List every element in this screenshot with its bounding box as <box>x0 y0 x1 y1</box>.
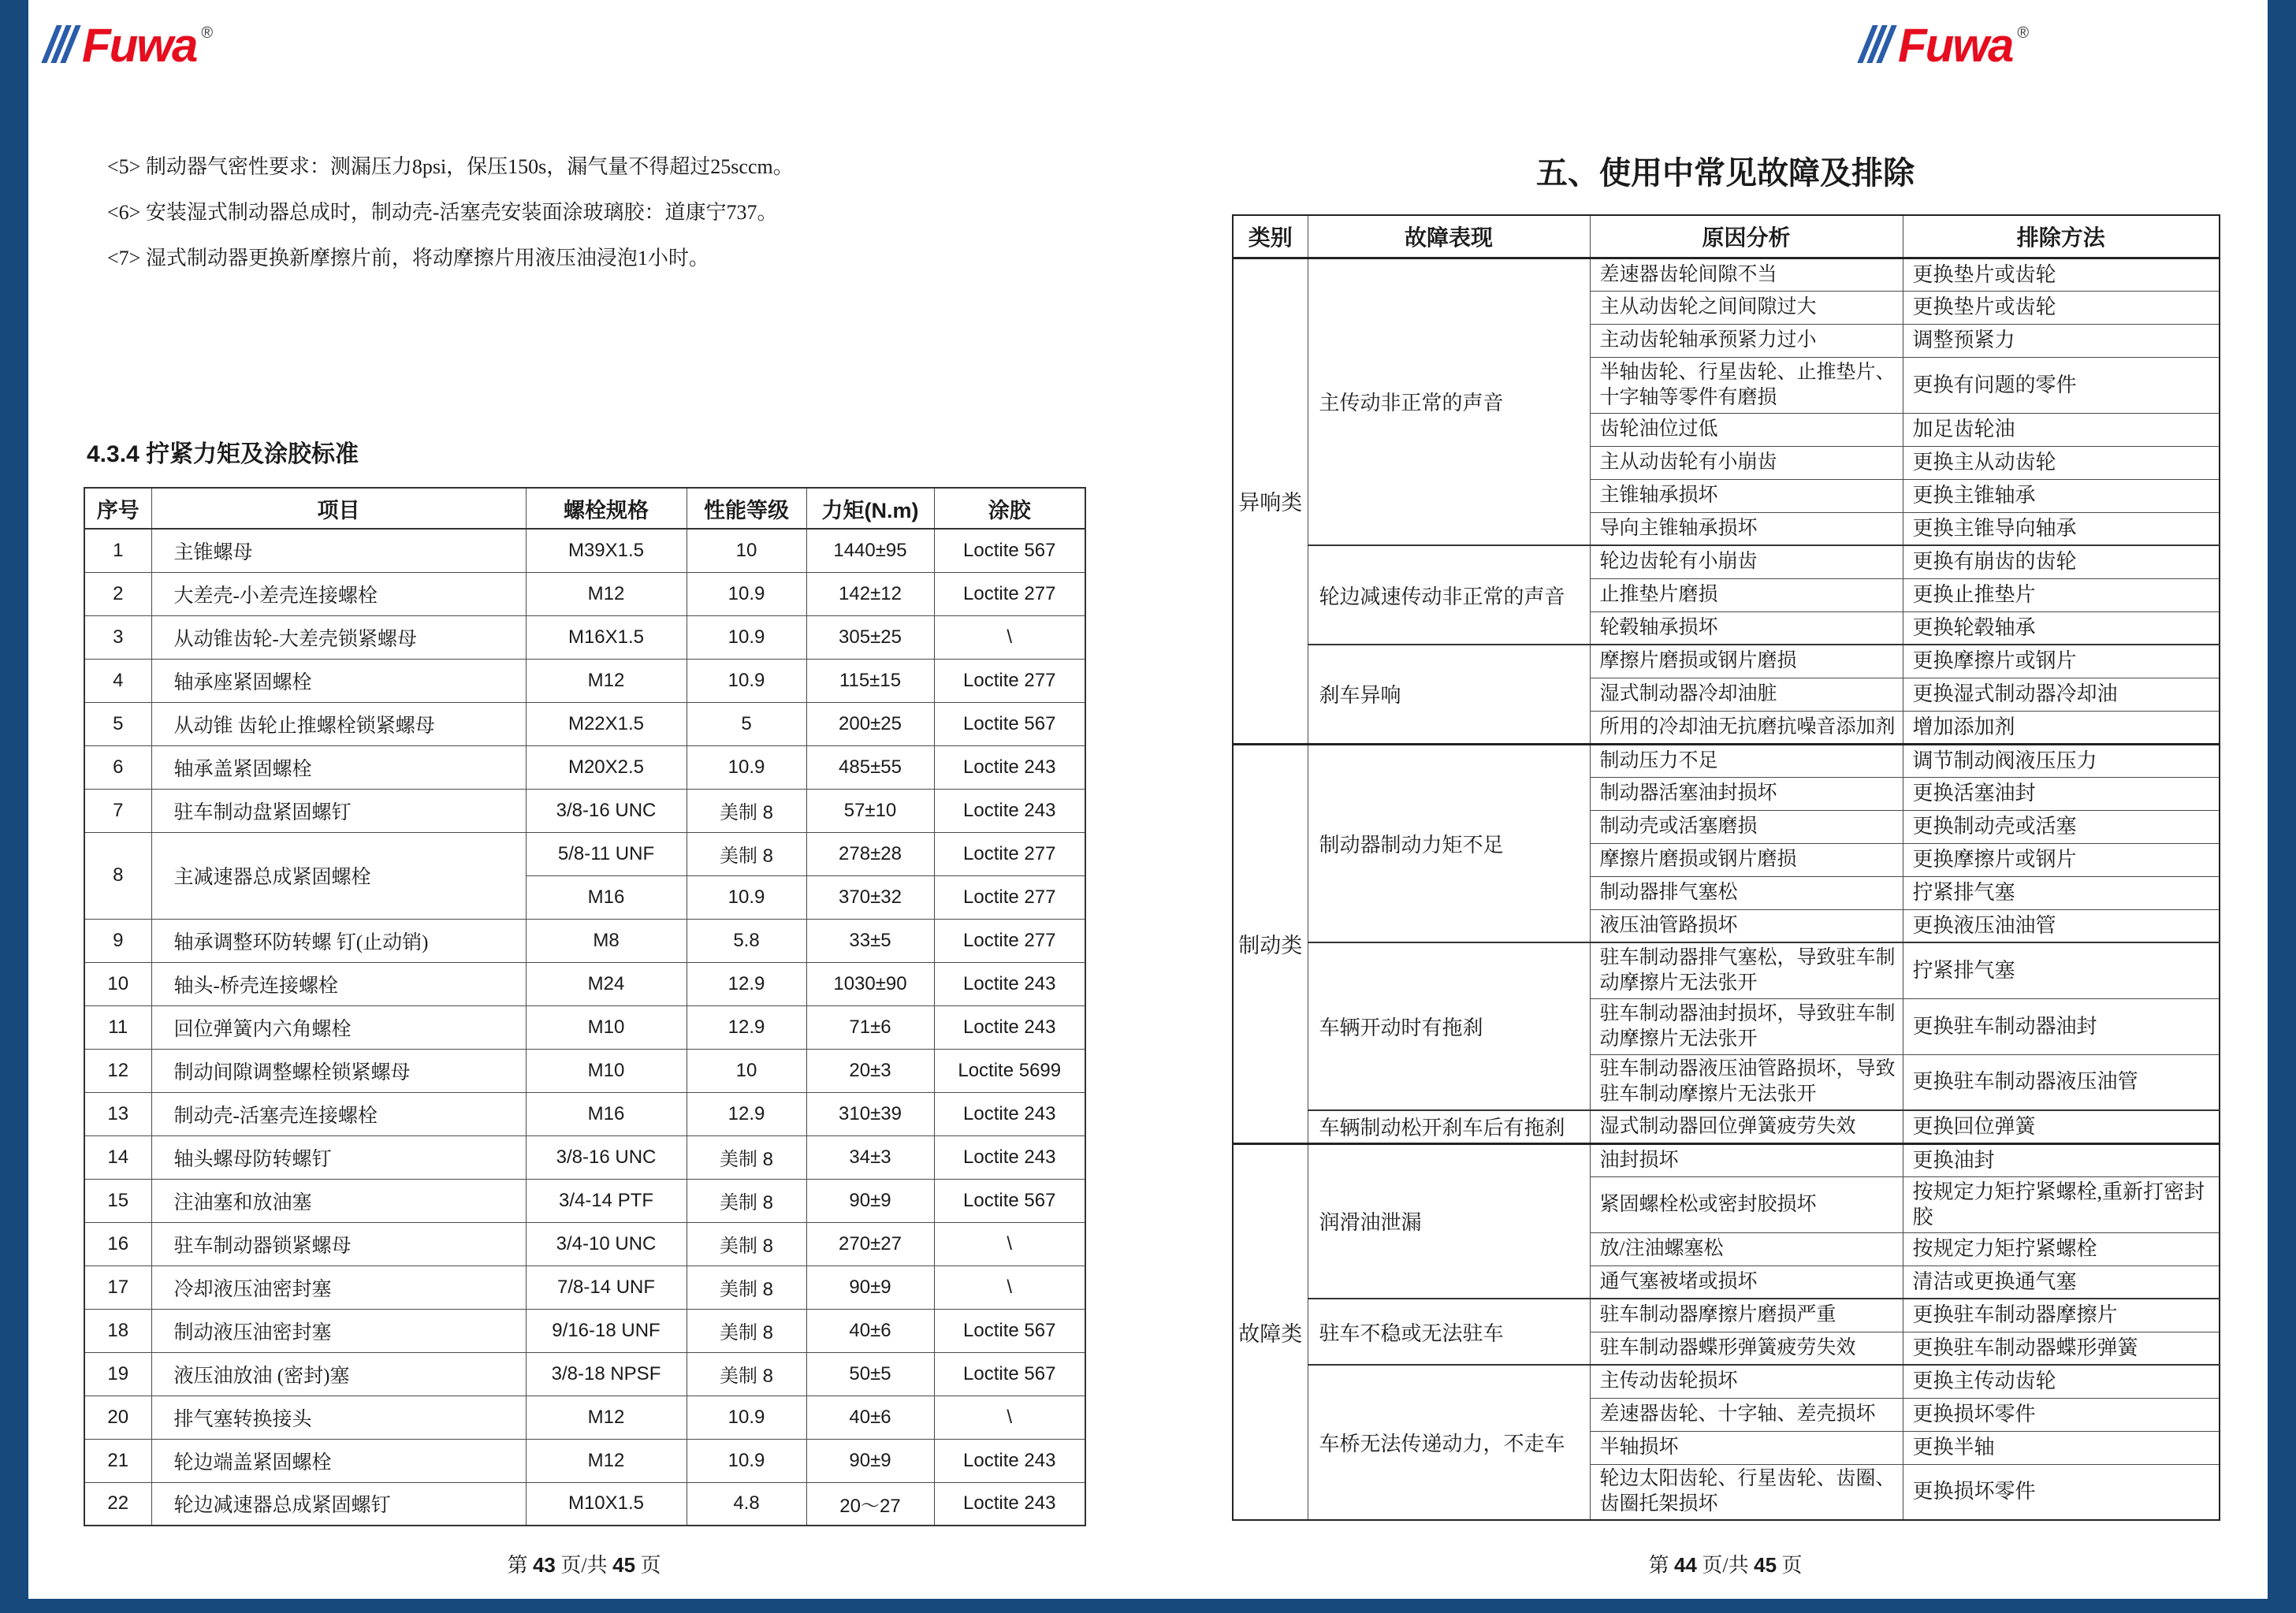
remedy-cell: 更换垫片或齿轮 <box>1903 258 2220 291</box>
grade-cell: 12.9 <box>687 1005 806 1049</box>
grade-cell: 12.9 <box>687 1092 806 1135</box>
glue-cell: Loctite 277 <box>934 659 1085 702</box>
row-number-cell: 9 <box>84 919 151 962</box>
cause-cell: 驻车制动器液压油管路损坏，导致驻车制动摩擦片无法张开 <box>1590 1054 1903 1110</box>
torque-cell: 20～27 <box>806 1482 934 1526</box>
remedy-cell: 更换主传动齿轮 <box>1903 1365 2220 1398</box>
glue-cell: Loctite 277 <box>934 875 1085 919</box>
glue-cell: \ <box>934 615 1085 659</box>
glue-cell: Loctite 243 <box>934 1482 1085 1526</box>
glue-cell: Loctite 277 <box>934 572 1085 615</box>
torque-cell: 50±5 <box>806 1352 934 1396</box>
item-cell: 大差壳-小差壳连接螺栓 <box>151 572 526 615</box>
remedy-cell: 更换有崩齿的齿轮 <box>1903 545 2220 578</box>
fuwa-logo-right <box>1865 14 2030 72</box>
bolt-spec-cell: 3/8-16 UNC <box>526 1135 687 1179</box>
torque-cell: 310±39 <box>806 1092 934 1135</box>
remedy-cell: 更换湿式制动器冷却油 <box>1903 678 2220 711</box>
torque-cell: 40±6 <box>806 1309 934 1352</box>
remedy-cell: 更换损坏零件 <box>1903 1398 2220 1431</box>
glue-cell: Loctite 567 <box>934 529 1085 572</box>
item-cell: 从动锥齿轮-大差壳锁紧螺母 <box>151 615 526 659</box>
grade-cell: 美制 8 <box>687 1265 806 1309</box>
cause-cell: 湿式制动器冷却油脏 <box>1590 678 1903 711</box>
row-number-cell: 17 <box>84 1265 151 1309</box>
table-row <box>84 1482 1085 1526</box>
grade-cell: 5 <box>687 702 806 745</box>
row-number-cell: 13 <box>84 1092 151 1135</box>
table-row <box>1233 1365 2220 1398</box>
column-header: 排除方法 <box>1903 215 2220 258</box>
remedy-cell: 更换回位弹簧 <box>1903 1110 2220 1143</box>
bolt-spec-cell: M12 <box>526 1439 687 1482</box>
table-row <box>84 1265 1085 1309</box>
cause-cell: 紧固螺栓松或密封胶损坏 <box>1590 1176 1903 1232</box>
row-number-cell: 19 <box>84 1352 151 1396</box>
bolt-spec-cell: M39X1.5 <box>526 529 687 572</box>
row-number-cell: 21 <box>84 1439 151 1482</box>
cause-cell: 导向主锥轴承损坏 <box>1590 512 1903 545</box>
cause-cell: 齿轮油位过低 <box>1590 413 1903 446</box>
logo-stripes-icon <box>1865 25 1893 63</box>
cause-cell: 油封损坏 <box>1590 1143 1903 1176</box>
glue-cell: Loctite 243 <box>934 962 1085 1005</box>
remedy-cell: 更换主锥导向轴承 <box>1903 512 2220 545</box>
grade-cell: 5.8 <box>687 919 806 962</box>
bolt-spec-cell: 5/8-11 UNF <box>526 832 687 875</box>
row-number-cell: 1 <box>84 529 151 572</box>
torque-cell: 1030±90 <box>806 962 934 1005</box>
glue-cell: Loctite 567 <box>934 702 1085 745</box>
cause-cell: 差速器齿轮间隙不当 <box>1590 258 1903 291</box>
cause-cell: 轮边太阳齿轮、行星齿轮、齿圈、齿圈托架损坏 <box>1590 1464 1903 1520</box>
footer-text: 页 <box>640 1554 661 1577</box>
remedy-cell: 清洁或更换通气塞 <box>1903 1265 2220 1299</box>
row-number-cell: 16 <box>84 1222 151 1265</box>
table-row <box>84 1092 1085 1135</box>
item-cell: 轴承盖紧固螺栓 <box>151 745 526 789</box>
torque-table-header-row <box>84 488 1085 529</box>
chapter-title: 五、使用中常见故障及排除 <box>1536 155 1915 191</box>
item-cell: 轴承座紧固螺栓 <box>151 659 526 702</box>
remedy-cell: 增加添加剂 <box>1903 711 2220 744</box>
item-cell: 制动液压油密封塞 <box>151 1309 526 1352</box>
bolt-spec-cell: M22X1.5 <box>526 702 687 745</box>
note-6: <6> 安装湿式制动器总成时，制动壳-活塞壳安装面涂玻璃胶：道康宁737。 <box>107 201 778 224</box>
torque-cell: 33±5 <box>806 919 934 962</box>
bolt-spec-cell: 3/8-18 NPSF <box>526 1352 687 1396</box>
remedy-cell: 加足齿轮油 <box>1903 413 2220 446</box>
remedy-cell: 拧紧排气塞 <box>1903 942 2220 998</box>
row-number-cell: 3 <box>84 615 151 659</box>
table-row <box>1233 942 2220 998</box>
table-row <box>84 919 1085 962</box>
section-title: 4.3.4 拧紧力矩及涂胶标准 <box>87 441 359 467</box>
footer-text: 第 <box>1648 1554 1669 1577</box>
glue-cell: Loctite 567 <box>934 1179 1085 1222</box>
row-number-cell: 4 <box>84 659 151 702</box>
glue-cell: \ <box>934 1265 1085 1309</box>
remedy-cell: 更换驻车制动器油封 <box>1903 998 2220 1054</box>
item-cell: 制动壳-活塞壳连接螺栓 <box>151 1092 526 1135</box>
note-7: <7> 湿式制动器更换新摩擦片前，将动摩擦片用液压油浸泡1小时。 <box>107 247 709 269</box>
remedy-cell: 更换有问题的零件 <box>1903 357 2220 413</box>
row-number-cell: 6 <box>84 745 151 789</box>
item-cell: 冷却液压油密封塞 <box>151 1265 526 1309</box>
column-header: 原因分析 <box>1590 215 1903 258</box>
grade-cell: 美制 8 <box>687 1135 806 1179</box>
total-pages: 45 <box>1754 1553 1777 1577</box>
table-row <box>84 659 1085 702</box>
symptom-cell: 制动器制动力矩不足 <box>1308 744 1590 942</box>
remedy-cell: 更换驻车制动器摩擦片 <box>1903 1299 2220 1332</box>
glue-cell: \ <box>934 1222 1085 1265</box>
troubleshooting-table <box>1232 214 2220 1521</box>
table-row <box>84 1135 1085 1179</box>
cause-cell: 湿式制动器回位弹簧疲劳失效 <box>1590 1110 1903 1143</box>
remedy-cell: 更换液压油油管 <box>1903 909 2220 942</box>
glue-cell: Loctite 567 <box>934 1352 1085 1396</box>
grade-cell: 10.9 <box>687 659 806 702</box>
row-number-cell: 2 <box>84 572 151 615</box>
column-header: 力矩(N.m) <box>806 488 934 529</box>
bolt-spec-cell: 9/16-18 UNF <box>526 1309 687 1352</box>
cause-cell: 主传动齿轮损坏 <box>1590 1365 1903 1398</box>
item-cell: 轴头螺母防转螺钉 <box>151 1135 526 1179</box>
item-cell: 制动间隙调整螺栓锁紧螺母 <box>151 1049 526 1092</box>
remedy-cell: 更换驻车制动器蝶形弹簧 <box>1903 1332 2220 1365</box>
table-row <box>84 1049 1085 1092</box>
fuwa-logo-left <box>49 14 214 72</box>
troubleshooting-table-header-row <box>1233 215 2220 258</box>
bolt-spec-cell: M10 <box>526 1005 687 1049</box>
registered-mark-icon: ® <box>2017 24 2030 42</box>
logo-stripes-icon <box>49 25 77 63</box>
symptom-cell: 车辆开动时有拖刹 <box>1308 942 1590 1110</box>
item-cell: 主减速器总成紧固螺栓 <box>151 832 526 919</box>
torque-cell: 71±6 <box>806 1005 934 1049</box>
torque-cell: 305±25 <box>806 615 934 659</box>
cause-cell: 制动器活塞油封损坏 <box>1590 777 1903 810</box>
symptom-cell: 车桥无法传递动力，不走车 <box>1308 1365 1590 1520</box>
item-cell: 轴承调整环防转螺 钉(止动销) <box>151 919 526 962</box>
footer-text: 页/共 <box>560 1554 608 1577</box>
column-header: 类别 <box>1233 215 1308 258</box>
remedy-cell: 更换轮毂轴承 <box>1903 611 2220 645</box>
torque-cell: 370±32 <box>806 875 934 919</box>
note-5: <5> 制动器气密性要求：测漏压力8psi，保压150s，漏气量不得超过25sccm。 <box>107 155 794 178</box>
row-number-cell: 10 <box>84 962 151 1005</box>
torque-cell: 270±27 <box>806 1222 934 1265</box>
grade-cell: 4.8 <box>687 1482 806 1526</box>
bolt-spec-cell: M8 <box>526 919 687 962</box>
glue-cell: Loctite 567 <box>934 1309 1085 1352</box>
table-row <box>84 702 1085 745</box>
cause-cell: 通气塞被堵或损坏 <box>1590 1265 1903 1299</box>
torque-cell: 90±9 <box>806 1179 934 1222</box>
row-number-cell: 5 <box>84 702 151 745</box>
bolt-spec-cell: M12 <box>526 572 687 615</box>
glue-cell: Loctite 243 <box>934 1439 1085 1482</box>
glue-cell: Loctite 243 <box>934 745 1085 789</box>
bolt-spec-cell: M20X2.5 <box>526 745 687 789</box>
item-cell: 从动锥 齿轮止推螺栓锁紧螺母 <box>151 702 526 745</box>
cause-cell: 制动壳或活塞磨损 <box>1590 810 1903 843</box>
grade-cell: 10.9 <box>687 745 806 789</box>
grade-cell: 美制 8 <box>687 1309 806 1352</box>
bolt-spec-cell: M12 <box>526 1396 687 1439</box>
table-row <box>1233 1110 2220 1143</box>
total-pages: 45 <box>612 1553 636 1577</box>
item-cell: 排气塞转换接头 <box>151 1396 526 1439</box>
bolt-spec-cell: M24 <box>526 962 687 1005</box>
torque-cell: 40±6 <box>806 1396 934 1439</box>
grade-cell: 10.9 <box>687 1439 806 1482</box>
table-row <box>1233 1143 2220 1176</box>
remedy-cell: 更换垫片或齿轮 <box>1903 291 2220 324</box>
cause-cell: 制动器排气塞松 <box>1590 876 1903 909</box>
remedy-cell: 调整预紧力 <box>1903 324 2220 357</box>
remedy-cell: 更换驻车制动器液压油管 <box>1903 1054 2220 1110</box>
torque-cell: 90±9 <box>806 1265 934 1309</box>
remedy-cell: 更换主从动齿轮 <box>1903 446 2220 479</box>
row-number-cell: 22 <box>84 1482 151 1526</box>
glue-cell: Loctite 243 <box>934 1135 1085 1179</box>
cause-cell: 所用的冷却油无抗磨抗噪音添加剂 <box>1590 711 1903 744</box>
cause-cell: 摩擦片磨损或钢片磨损 <box>1590 645 1903 678</box>
bolt-spec-cell: 7/8-14 UNF <box>526 1265 687 1309</box>
column-header: 故障表现 <box>1308 215 1590 258</box>
remedy-cell: 更换主锥轴承 <box>1903 479 2220 512</box>
bolt-spec-cell: M16 <box>526 875 687 919</box>
cause-cell: 差速器齿轮、十字轴、差壳损坏 <box>1590 1398 1903 1431</box>
brand-wordmark: Fuwa <box>1898 19 2013 72</box>
cause-cell: 制动压力不足 <box>1590 744 1903 777</box>
torque-cell: 1440±95 <box>806 529 934 572</box>
brand-wordmark: Fuwa <box>82 19 197 72</box>
left-edge-band <box>0 0 28 1613</box>
grade-cell: 美制 8 <box>687 832 806 875</box>
column-header: 性能等级 <box>687 488 806 529</box>
category-cell: 故障类 <box>1233 1143 1308 1520</box>
table-row <box>1233 1299 2220 1332</box>
table-row <box>84 789 1085 832</box>
assembly-notes <box>107 154 1053 292</box>
page-number-left <box>84 1549 1085 1578</box>
grade-cell: 10.9 <box>687 572 806 615</box>
remedy-cell: 更换油封 <box>1903 1143 2220 1176</box>
bolt-spec-cell: 3/8-16 UNC <box>526 789 687 832</box>
table-row <box>84 962 1085 1005</box>
row-number-cell: 8 <box>84 832 151 919</box>
table-row <box>84 832 1085 875</box>
glue-cell: \ <box>934 1396 1085 1439</box>
cause-cell: 轮边齿轮有小崩齿 <box>1590 545 1903 578</box>
remedy-cell: 更换摩擦片或钢片 <box>1903 645 2220 678</box>
bolt-spec-cell: 3/4-14 PTF <box>526 1179 687 1222</box>
bolt-spec-cell: M12 <box>526 659 687 702</box>
cause-cell: 驻车制动器油封损坏，导致驻车制动摩擦片无法张开 <box>1590 998 1903 1054</box>
symptom-cell: 刹车异响 <box>1308 645 1590 744</box>
torque-table <box>84 487 1086 1526</box>
remedy-cell: 更换制动壳或活塞 <box>1903 810 2220 843</box>
grade-cell: 10.9 <box>687 875 806 919</box>
item-cell: 轴头-桥壳连接螺栓 <box>151 962 526 1005</box>
cause-cell: 放/注油螺塞松 <box>1590 1232 1903 1265</box>
column-header: 序号 <box>84 488 151 529</box>
torque-cell: 115±15 <box>806 659 934 702</box>
column-header: 涂胶 <box>934 488 1085 529</box>
footer-text: 页/共 <box>1702 1554 1749 1577</box>
table-row <box>84 1005 1085 1049</box>
item-cell: 主锥螺母 <box>151 529 526 572</box>
grade-cell: 美制 8 <box>687 1222 806 1265</box>
torque-cell: 200±25 <box>806 702 934 745</box>
table-row <box>84 1179 1085 1222</box>
grade-cell: 美制 8 <box>687 1352 806 1396</box>
cause-cell: 半轴齿轮、行星齿轮、止推垫片、十字轴等零件有磨损 <box>1590 357 1903 413</box>
table-row <box>84 615 1085 659</box>
remedy-cell: 拧紧排气塞 <box>1903 876 2220 909</box>
cause-cell: 驻车制动器排气塞松，导致驻车制动摩擦片无法张开 <box>1590 942 1903 998</box>
cause-cell: 主从动齿轮有小崩齿 <box>1590 446 1903 479</box>
symptom-cell: 车辆制动松开刹车后有拖刹 <box>1308 1110 1590 1143</box>
bottom-edge-band <box>0 1599 2296 1613</box>
remedy-cell: 更换摩擦片或钢片 <box>1903 843 2220 876</box>
table-row <box>84 529 1085 572</box>
table-row <box>84 745 1085 789</box>
table-row <box>1233 744 2220 777</box>
row-number-cell: 12 <box>84 1049 151 1092</box>
cause-cell: 主动齿轮轴承预紧力过小 <box>1590 324 1903 357</box>
glue-cell: Loctite 243 <box>934 789 1085 832</box>
cause-cell: 摩擦片磨损或钢片磨损 <box>1590 843 1903 876</box>
table-row <box>1233 645 2220 678</box>
glue-cell: Loctite 243 <box>934 1005 1085 1049</box>
row-number-cell: 14 <box>84 1135 151 1179</box>
page-number: 43 <box>532 1553 556 1577</box>
item-cell: 轮边减速器总成紧固螺钉 <box>151 1482 526 1526</box>
bolt-spec-cell: M10X1.5 <box>526 1482 687 1526</box>
cause-cell: 主锥轴承损坏 <box>1590 479 1903 512</box>
bolt-spec-cell: M16 <box>526 1092 687 1135</box>
glue-cell: Loctite 277 <box>934 832 1085 875</box>
bolt-spec-cell: 3/4-10 UNC <box>526 1222 687 1265</box>
table-row <box>84 572 1085 615</box>
item-cell: 驻车制动盘紧固螺钉 <box>151 789 526 832</box>
glue-cell: Loctite 243 <box>934 1092 1085 1135</box>
row-number-cell: 15 <box>84 1179 151 1222</box>
table-row <box>84 1396 1085 1439</box>
remedy-cell: 调节制动阀液压压力 <box>1903 744 2220 777</box>
cause-cell: 止推垫片磨损 <box>1590 578 1903 611</box>
table-row <box>1233 545 2220 578</box>
torque-cell: 142±12 <box>806 572 934 615</box>
symptom-cell: 驻车不稳或无法驻车 <box>1308 1299 1590 1365</box>
bolt-spec-cell: M10 <box>526 1049 687 1092</box>
column-header: 螺栓规格 <box>526 488 687 529</box>
glue-cell: Loctite 5699 <box>934 1049 1085 1092</box>
row-number-cell: 20 <box>84 1396 151 1439</box>
table-row <box>1233 258 2220 291</box>
grade-cell: 12.9 <box>687 962 806 1005</box>
grade-cell: 美制 8 <box>687 1179 806 1222</box>
table-row <box>84 1352 1085 1396</box>
torque-cell: 34±3 <box>806 1135 934 1179</box>
torque-cell: 278±28 <box>806 832 934 875</box>
item-cell: 回位弹簧内六角螺栓 <box>151 1005 526 1049</box>
remedy-cell: 更换半轴 <box>1903 1431 2220 1464</box>
cause-cell: 轮毂轴承损坏 <box>1590 611 1903 645</box>
category-cell: 异响类 <box>1233 258 1308 744</box>
remedy-cell: 更换活塞油封 <box>1903 777 2220 810</box>
cause-cell: 驻车制动器蝶形弹簧疲劳失效 <box>1590 1332 1903 1365</box>
grade-cell: 10.9 <box>687 1396 806 1439</box>
symptom-cell: 润滑油泄漏 <box>1308 1143 1590 1299</box>
item-cell: 注油塞和放油塞 <box>151 1179 526 1222</box>
grade-cell: 10 <box>687 1049 806 1092</box>
item-cell: 轮边端盖紧固螺栓 <box>151 1439 526 1482</box>
grade-cell: 10 <box>687 529 806 572</box>
torque-cell: 20±3 <box>806 1049 934 1092</box>
grade-cell: 美制 8 <box>687 789 806 832</box>
page-number: 44 <box>1673 1553 1697 1577</box>
cause-cell: 主从动齿轮之间间隙过大 <box>1590 291 1903 324</box>
torque-cell: 57±10 <box>806 789 934 832</box>
remedy-cell: 按规定力矩拧紧螺栓,重新打密封胶 <box>1903 1176 2220 1232</box>
registered-mark-icon: ® <box>201 24 214 42</box>
column-header: 项目 <box>151 488 526 529</box>
bolt-spec-cell: M16X1.5 <box>526 615 687 659</box>
cause-cell: 液压油管路损坏 <box>1590 909 1903 942</box>
cause-cell: 半轴损坏 <box>1590 1431 1903 1464</box>
glue-cell: Loctite 277 <box>934 919 1085 962</box>
symptom-cell: 主传动非正常的声音 <box>1308 258 1590 545</box>
remedy-cell: 更换止推垫片 <box>1903 578 2220 611</box>
right-edge-band <box>2268 0 2296 1613</box>
category-cell: 制动类 <box>1233 744 1308 1143</box>
row-number-cell: 18 <box>84 1309 151 1352</box>
page-number-right <box>1232 1549 2219 1578</box>
remedy-cell: 按规定力矩拧紧螺栓 <box>1903 1232 2220 1265</box>
symptom-cell: 轮边减速传动非正常的声音 <box>1308 545 1590 645</box>
footer-text: 第 <box>507 1554 528 1577</box>
item-cell: 液压油放油 (密封)塞 <box>151 1352 526 1396</box>
table-row <box>84 1439 1085 1482</box>
table-row <box>84 1309 1085 1352</box>
table-row <box>84 1222 1085 1265</box>
cause-cell: 驻车制动器摩擦片磨损严重 <box>1590 1299 1903 1332</box>
remedy-cell: 更换损坏零件 <box>1903 1464 2220 1520</box>
row-number-cell: 11 <box>84 1005 151 1049</box>
grade-cell: 10.9 <box>687 615 806 659</box>
item-cell: 驻车制动器锁紧螺母 <box>151 1222 526 1265</box>
row-number-cell: 7 <box>84 789 151 832</box>
torque-cell: 485±55 <box>806 745 934 789</box>
torque-cell: 90±9 <box>806 1439 934 1482</box>
footer-text: 页 <box>1781 1554 1803 1577</box>
